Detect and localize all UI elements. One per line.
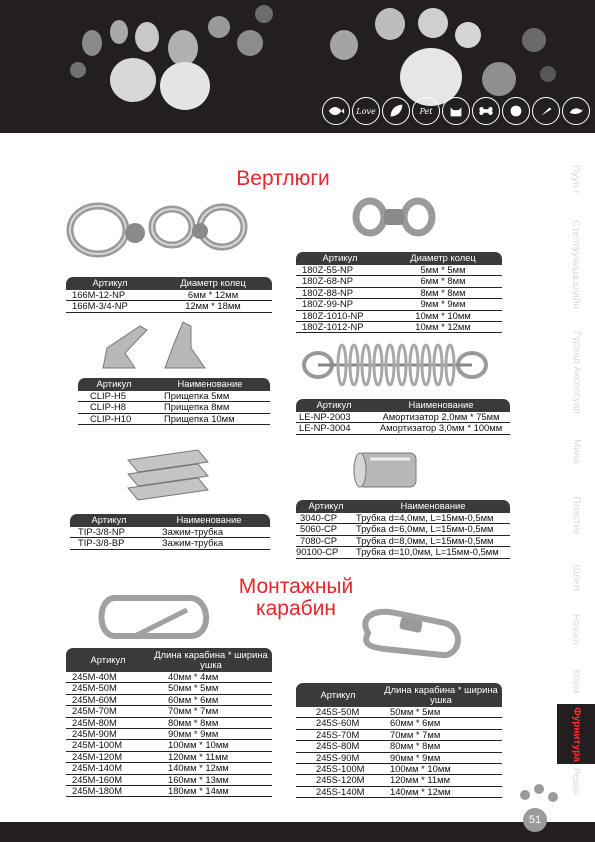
paw-toe-8 [255, 5, 273, 23]
table-cell-value: 10мм * 10мм [415, 309, 471, 321]
table-header [66, 648, 272, 672]
footer-paw-toe-3 [548, 792, 558, 802]
header-banner [0, 0, 595, 133]
table-cell-value: 50мм * 5мм [168, 682, 219, 694]
column-header-article: Артикул [308, 500, 344, 512]
table-cell-article: 245S-140M [316, 785, 365, 797]
table-cell-article: 245M-40M [72, 671, 117, 682]
sidebar-item-label: Резон [570, 767, 582, 795]
column-header-name: Наименование [408, 399, 474, 411]
paw-toe-3 [135, 22, 159, 52]
pet-icon [412, 97, 440, 125]
paw-toe-9 [330, 30, 358, 60]
table-cell-value: Амортизатор 3,0мм * 100мм [379, 422, 503, 434]
table-cell-value: 70мм * 7мм [168, 705, 219, 717]
sidebar-item-label: Пластик [570, 495, 582, 535]
table-row [296, 299, 502, 310]
table-cell-value: Амортизатор 2,0мм * 75мм [382, 411, 500, 422]
footer-bar [0, 822, 595, 842]
sidebar-item-label: Пуул г [570, 164, 582, 194]
table-cell-article: 245S-120M [316, 774, 365, 786]
table-cell-article: 166M-12-NP [72, 289, 126, 300]
sidebar-item-6[interactable] [557, 600, 595, 658]
sidebar-item-label: Стептуунишкалайн [570, 219, 582, 309]
carabiner-title-line1: Монтажный [238, 575, 354, 598]
table-cell-value: 40мм * 4мм [168, 671, 219, 682]
paw-toe-12 [455, 22, 481, 48]
shock-table [296, 399, 510, 435]
tube-image [350, 445, 425, 495]
table-cell-value: 140мм * 12мм [168, 762, 229, 774]
table-cell-value: Прищепка 8мм [164, 401, 230, 413]
column-header-name: Наименование [177, 378, 243, 390]
sidebar-item-2[interactable] [557, 318, 595, 426]
table-cell-article: LE-NP-3004 [299, 422, 351, 434]
table-cell-value: 120мм * 11мм [390, 774, 451, 786]
sidebar-item-3[interactable] [557, 426, 595, 476]
paw-toe-5 [70, 62, 86, 78]
table-cell-article: 245M-140M [72, 762, 123, 774]
paw-toe-15 [540, 66, 556, 82]
carabiner-table-1 [66, 648, 272, 797]
table-cell-value: 60мм * 6мм [390, 717, 441, 729]
swivel-table-2 [296, 252, 502, 333]
table-cell-value: Зажим-трубка [162, 526, 224, 537]
paw-toe-10 [375, 8, 405, 40]
table-cell-value: Трубка d=6,0мм, L=15мм-0,5мм [356, 523, 494, 535]
carabiner-title-line2: карабин [255, 597, 337, 620]
table-cell-article: 245M-120M [72, 750, 123, 762]
carabiner-image-1 [95, 588, 220, 646]
sidebar-item-7[interactable] [557, 658, 595, 704]
leaf-icon [382, 97, 410, 125]
table-cell-value: Прищепка 10мм [164, 412, 235, 424]
table-cell-value: 12мм * 18мм [185, 300, 241, 312]
table-row [296, 322, 502, 333]
carabiner-image-2 [350, 605, 470, 665]
sidebar-item-label: Корм [570, 669, 582, 693]
column-header-diameter: Диаметр колец [180, 277, 246, 289]
column-header-article: Артикул [316, 399, 352, 411]
column-header-article: Артикул [90, 653, 126, 665]
table-cell-article: 5060-CP [300, 523, 338, 535]
table-cell-value: 80мм * 8мм [390, 740, 441, 752]
sidebar-item-label: Шлеп [570, 564, 582, 590]
column-header-article: Артикул [96, 378, 132, 390]
table-cell-value: Прищепка 5мм [164, 390, 230, 401]
table-cell-article: 245M-180M [72, 784, 123, 796]
table-cell-value: Трубка d=10,0мм, L=15мм-0,5мм [356, 546, 499, 558]
column-header-article: Артикул [320, 688, 356, 700]
bone-icon [472, 97, 500, 125]
paw-toe-6 [208, 16, 230, 38]
love-icon-text: Love [356, 106, 376, 116]
table-cell-value: 80мм * 8мм [168, 716, 219, 728]
sidebar-item-label: Мина [570, 438, 582, 464]
table-cell-value: 100мм * 10мм [168, 739, 229, 751]
table-cell-article: 245M-160M [72, 773, 123, 785]
swivel-table-1 [66, 277, 272, 313]
footer-paw-toe-2 [534, 784, 544, 794]
column-header-size: Длина карабина * ширина ушка [384, 684, 498, 705]
column-header-name: Наименование [176, 514, 242, 526]
carabiner-table-2 [296, 683, 502, 798]
cat-icon [442, 97, 470, 125]
table-cell-article: 7080-CP [300, 534, 338, 546]
table-cell-article: 245S-70M [316, 728, 360, 740]
tubes-table [296, 500, 510, 559]
table-cell-article: 180Z-99-NP [302, 298, 354, 310]
sidebar-item-4[interactable] [557, 476, 595, 554]
table-cell-value: Трубка d=8,0мм, L=15мм-0,5мм [356, 534, 494, 546]
footer-paw-toe-1 [520, 790, 530, 800]
table-cell-article: 245M-50M [72, 682, 117, 694]
table-cell-article: CLIP-H8 [90, 401, 126, 413]
table-row [296, 423, 510, 434]
table-cell-article: 245S-80M [316, 740, 360, 752]
table-cell-article: TIP-3/8-NP [78, 526, 125, 537]
clamp-table [70, 514, 270, 550]
table-cell-article: 166M-3/4-NP [72, 300, 128, 312]
swivels-title: Вертлюги [236, 167, 330, 190]
sidebar-item-8[interactable] [557, 704, 595, 764]
table-cell-article: 245M-100M [72, 739, 123, 751]
table-cell-value: 6мм * 12мм [187, 289, 239, 300]
clips-table [78, 378, 270, 425]
table-cell-value: 50мм * 5мм [390, 706, 441, 717]
table-cell-article: 245M-60M [72, 693, 117, 705]
table-cell-value: 160мм * 13мм [168, 773, 229, 785]
table-cell-article: 180Z-1010-NP [302, 309, 364, 321]
fish-icon [322, 97, 350, 125]
table-row [296, 787, 502, 798]
column-header-size: Длина карабина * ширина ушка [154, 649, 268, 670]
clamp-tube-image [118, 440, 218, 510]
table-cell-article: 245M-80M [72, 716, 117, 728]
table-cell-article: 245S-100M [316, 762, 365, 774]
table-cell-value: 70мм * 7мм [390, 728, 441, 740]
table-cell-article: CLIP-H5 [90, 390, 126, 401]
table-cell-article: LE-NP-2003 [299, 411, 351, 422]
table-cell-value: 90мм * 9мм [168, 727, 219, 739]
table-cell-value: 180мм * 14мм [168, 784, 229, 796]
sidebar-item-9[interactable] [557, 764, 595, 798]
table-cell-value: 5мм * 5мм [420, 264, 466, 275]
table-row [78, 414, 270, 425]
category-sidebar [557, 148, 595, 798]
table-cell-value: Зажим-трубка [162, 537, 224, 549]
table-row [66, 301, 272, 312]
table-cell-article: 245S-90M [316, 751, 360, 763]
table-cell-value: 140мм * 12мм [390, 785, 451, 797]
paw-pad-2 [160, 62, 210, 110]
table-cell-article: 90100-CP [296, 546, 339, 558]
table-cell-value: 6мм * 8мм [420, 275, 466, 287]
carrot-icon [532, 97, 560, 125]
paw-toe-2 [110, 20, 128, 44]
table-row [70, 538, 270, 549]
table-cell-article: 180Z-88-NP [302, 286, 354, 298]
paw-toe-1 [82, 30, 102, 56]
table-row [66, 786, 272, 797]
table-cell-value: 100мм * 10мм [390, 762, 451, 774]
table-cell-article: 180Z-1012-NP [302, 320, 364, 332]
table-cell-value: 10мм * 12мм [415, 320, 471, 332]
table-cell-value: 9мм * 9мм [420, 298, 466, 310]
swivel-image-2 [350, 193, 440, 253]
sidebar-item-label: Фурнитура [570, 706, 582, 762]
table-row [66, 706, 272, 717]
table-cell-value: 8мм * 8мм [420, 286, 466, 298]
table-cell-value: 90мм * 9мм [390, 751, 441, 763]
table-cell-article: 180Z-68-NP [302, 275, 354, 287]
sidebar-item-5[interactable] [557, 554, 595, 600]
swivel-image-1 [60, 195, 260, 270]
table-cell-article: TIP-3/8-BP [78, 537, 125, 549]
bird-icon [562, 97, 590, 125]
paw-toe-11 [418, 8, 448, 38]
table-cell-value: Трубка d=4,0мм, L=15мм-0,5мм [356, 512, 494, 523]
table-row [296, 741, 502, 752]
sidebar-item-label: Гүрэнд Аксессуар [570, 330, 582, 414]
column-header-diameter: Диаметр колец [410, 252, 476, 264]
pig-icon [502, 97, 530, 125]
column-header-article: Артикул [92, 277, 128, 289]
carabiner-title [228, 576, 364, 620]
table-cell-value: 60мм * 6мм [168, 693, 219, 705]
table-cell-value: 120мм * 11мм [168, 750, 229, 762]
column-header-name: Наименование [400, 500, 466, 512]
paw-toe-7 [237, 30, 263, 56]
sidebar-item-1[interactable] [557, 210, 595, 318]
love-icon [352, 97, 380, 125]
pet-icon-text: Pet [419, 106, 433, 116]
table-row [296, 547, 510, 558]
sidebar-item-label: Нэзэгл [570, 613, 582, 645]
table-header [296, 683, 502, 707]
paw-pad-1 [110, 58, 156, 102]
table-cell-article: 245S-50M [316, 706, 360, 717]
table-cell-article: CLIP-H10 [90, 412, 132, 424]
header-icon-row [322, 97, 590, 125]
table-cell-article: 245M-70M [72, 705, 117, 717]
shock-absorber-image [300, 340, 490, 390]
table-cell-article: 245M-90M [72, 727, 117, 739]
table-cell-article: 3040-CP [300, 512, 338, 523]
paw-toe-14 [522, 28, 546, 52]
paw-toe-4 [168, 30, 198, 66]
column-header-article: Артикул [91, 514, 127, 526]
clip-image [95, 318, 225, 373]
table-row [66, 763, 272, 774]
column-header-article: Артикул [322, 252, 358, 264]
page-number: 51 [523, 808, 547, 832]
sidebar-item-0[interactable] [557, 148, 595, 210]
paw-toe-13 [482, 62, 516, 96]
table-cell-article: 245S-60M [316, 717, 360, 729]
table-cell-article: 180Z-55-NP [302, 264, 354, 275]
